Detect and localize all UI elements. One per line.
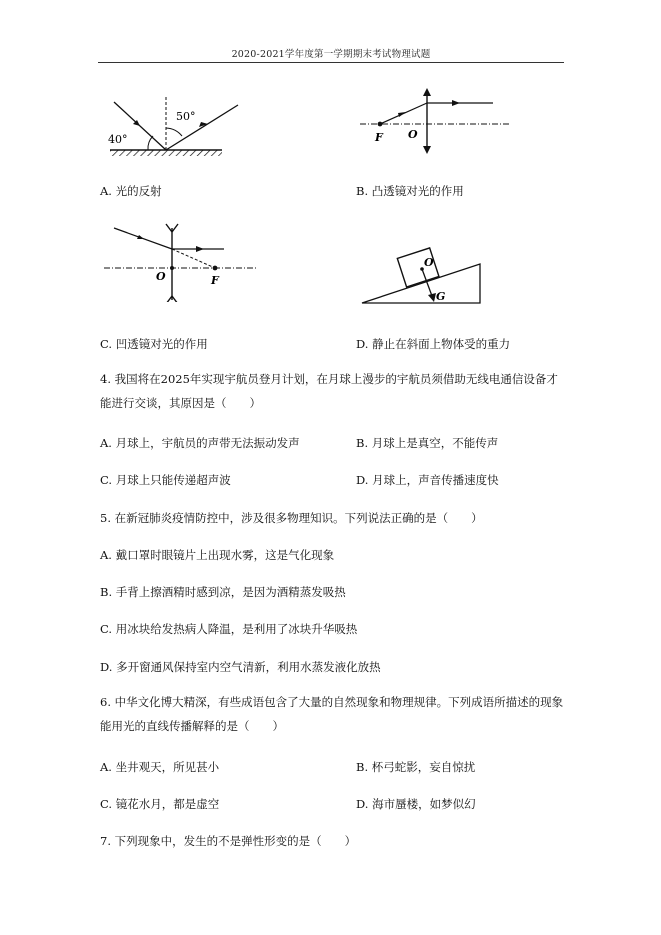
angle-arc-right bbox=[166, 128, 182, 136]
question-7-stem: 7. 下列现象中，发生的不是弹性形变的是（ ） bbox=[100, 834, 357, 848]
convex-lens-figure bbox=[360, 86, 520, 158]
focus-point bbox=[213, 266, 218, 271]
lens-top-arrow-icon bbox=[423, 88, 431, 96]
center-label: O bbox=[424, 256, 434, 269]
mirror-hatching bbox=[110, 150, 222, 156]
q5-option-b: B. 手背上擦酒精时感到凉，是因为酒精蒸发吸热 bbox=[100, 585, 346, 599]
question-5-stem: 5. 在新冠肺炎疫情防控中，涉及很多物理知识。下列说法正确的是（ ） bbox=[100, 511, 483, 525]
gravity-arrow-icon bbox=[428, 293, 436, 302]
ray-out-arrow-icon bbox=[196, 246, 204, 252]
q4-option-c: C. 月球上只能传递超声波 bbox=[100, 473, 231, 487]
center-label: O bbox=[408, 128, 418, 141]
q5-option-c: C. 用冰块给发热病人降温，是利用了冰块升华吸热 bbox=[100, 622, 358, 636]
header-divider bbox=[98, 62, 564, 63]
option-d-gravity: D. 静止在斜面上物体受的重力 bbox=[356, 337, 511, 351]
reflection-figure bbox=[100, 90, 250, 160]
center-label: O bbox=[156, 270, 166, 283]
gravity-label: G bbox=[436, 290, 446, 303]
concave-lens-figure bbox=[100, 222, 260, 302]
q5-option-a: A. 戴口罩时眼镜片上出现水雾，这是气化现象 bbox=[100, 548, 335, 562]
ray-extension bbox=[172, 249, 215, 268]
q6-option-c: C. 镜花水月，都是虚空 bbox=[100, 797, 220, 811]
page-header: 2020-2021学年度第一学期期末考试物理试题 bbox=[231, 49, 431, 60]
option-a-reflection: A. 光的反射 bbox=[100, 184, 162, 198]
q4-option-b: B. 月球上是真空，不能传声 bbox=[356, 436, 499, 450]
angle-label-50: 50° bbox=[176, 110, 196, 123]
incline-figure bbox=[356, 240, 496, 312]
q4-option-a: A. 月球上，宇航员的声带无法振动发声 bbox=[100, 436, 300, 450]
angle-label-40: 40° bbox=[108, 133, 128, 146]
ray-in-arrow-icon bbox=[137, 235, 144, 239]
q4-option-d: D. 月球上，声音传播速度快 bbox=[356, 473, 499, 487]
option-b-convex: B. 凸透镜对光的作用 bbox=[356, 184, 464, 198]
question-4-stem: 4. 我国将在2025年实现宇航员登月计划，在月球上漫步的宇航员须借助无线电通信设备才能进行交谈，其原因是（ ） bbox=[100, 372, 558, 410]
q6-option-b: B. 杯弓蛇影，妄自惊扰 bbox=[356, 760, 476, 774]
ray-out-arrow-icon bbox=[452, 100, 460, 106]
option-c-concave: C. 凹透镜对光的作用 bbox=[100, 337, 208, 351]
lens-bottom-arrow-icon bbox=[423, 146, 431, 154]
focus-label: F bbox=[375, 131, 383, 144]
optical-center bbox=[170, 266, 174, 270]
q5-option-d: D. 多开窗通风保持室内空气清新，利用水蒸发液化放热 bbox=[100, 660, 381, 674]
q6-option-a: A. 坐井观天，所见甚小 bbox=[100, 760, 220, 774]
q6-option-d: D. 海市蜃楼，如梦似幻 bbox=[356, 797, 476, 811]
focus-label: F bbox=[211, 274, 219, 287]
ray-in-arrow-icon bbox=[398, 112, 406, 117]
question-6-stem: 6. 中华文化博大精深，有些成语包含了大量的自然现象和物理规律。下列成语所描述的现象能用光的直线传播解释的是（ ） bbox=[100, 695, 564, 733]
